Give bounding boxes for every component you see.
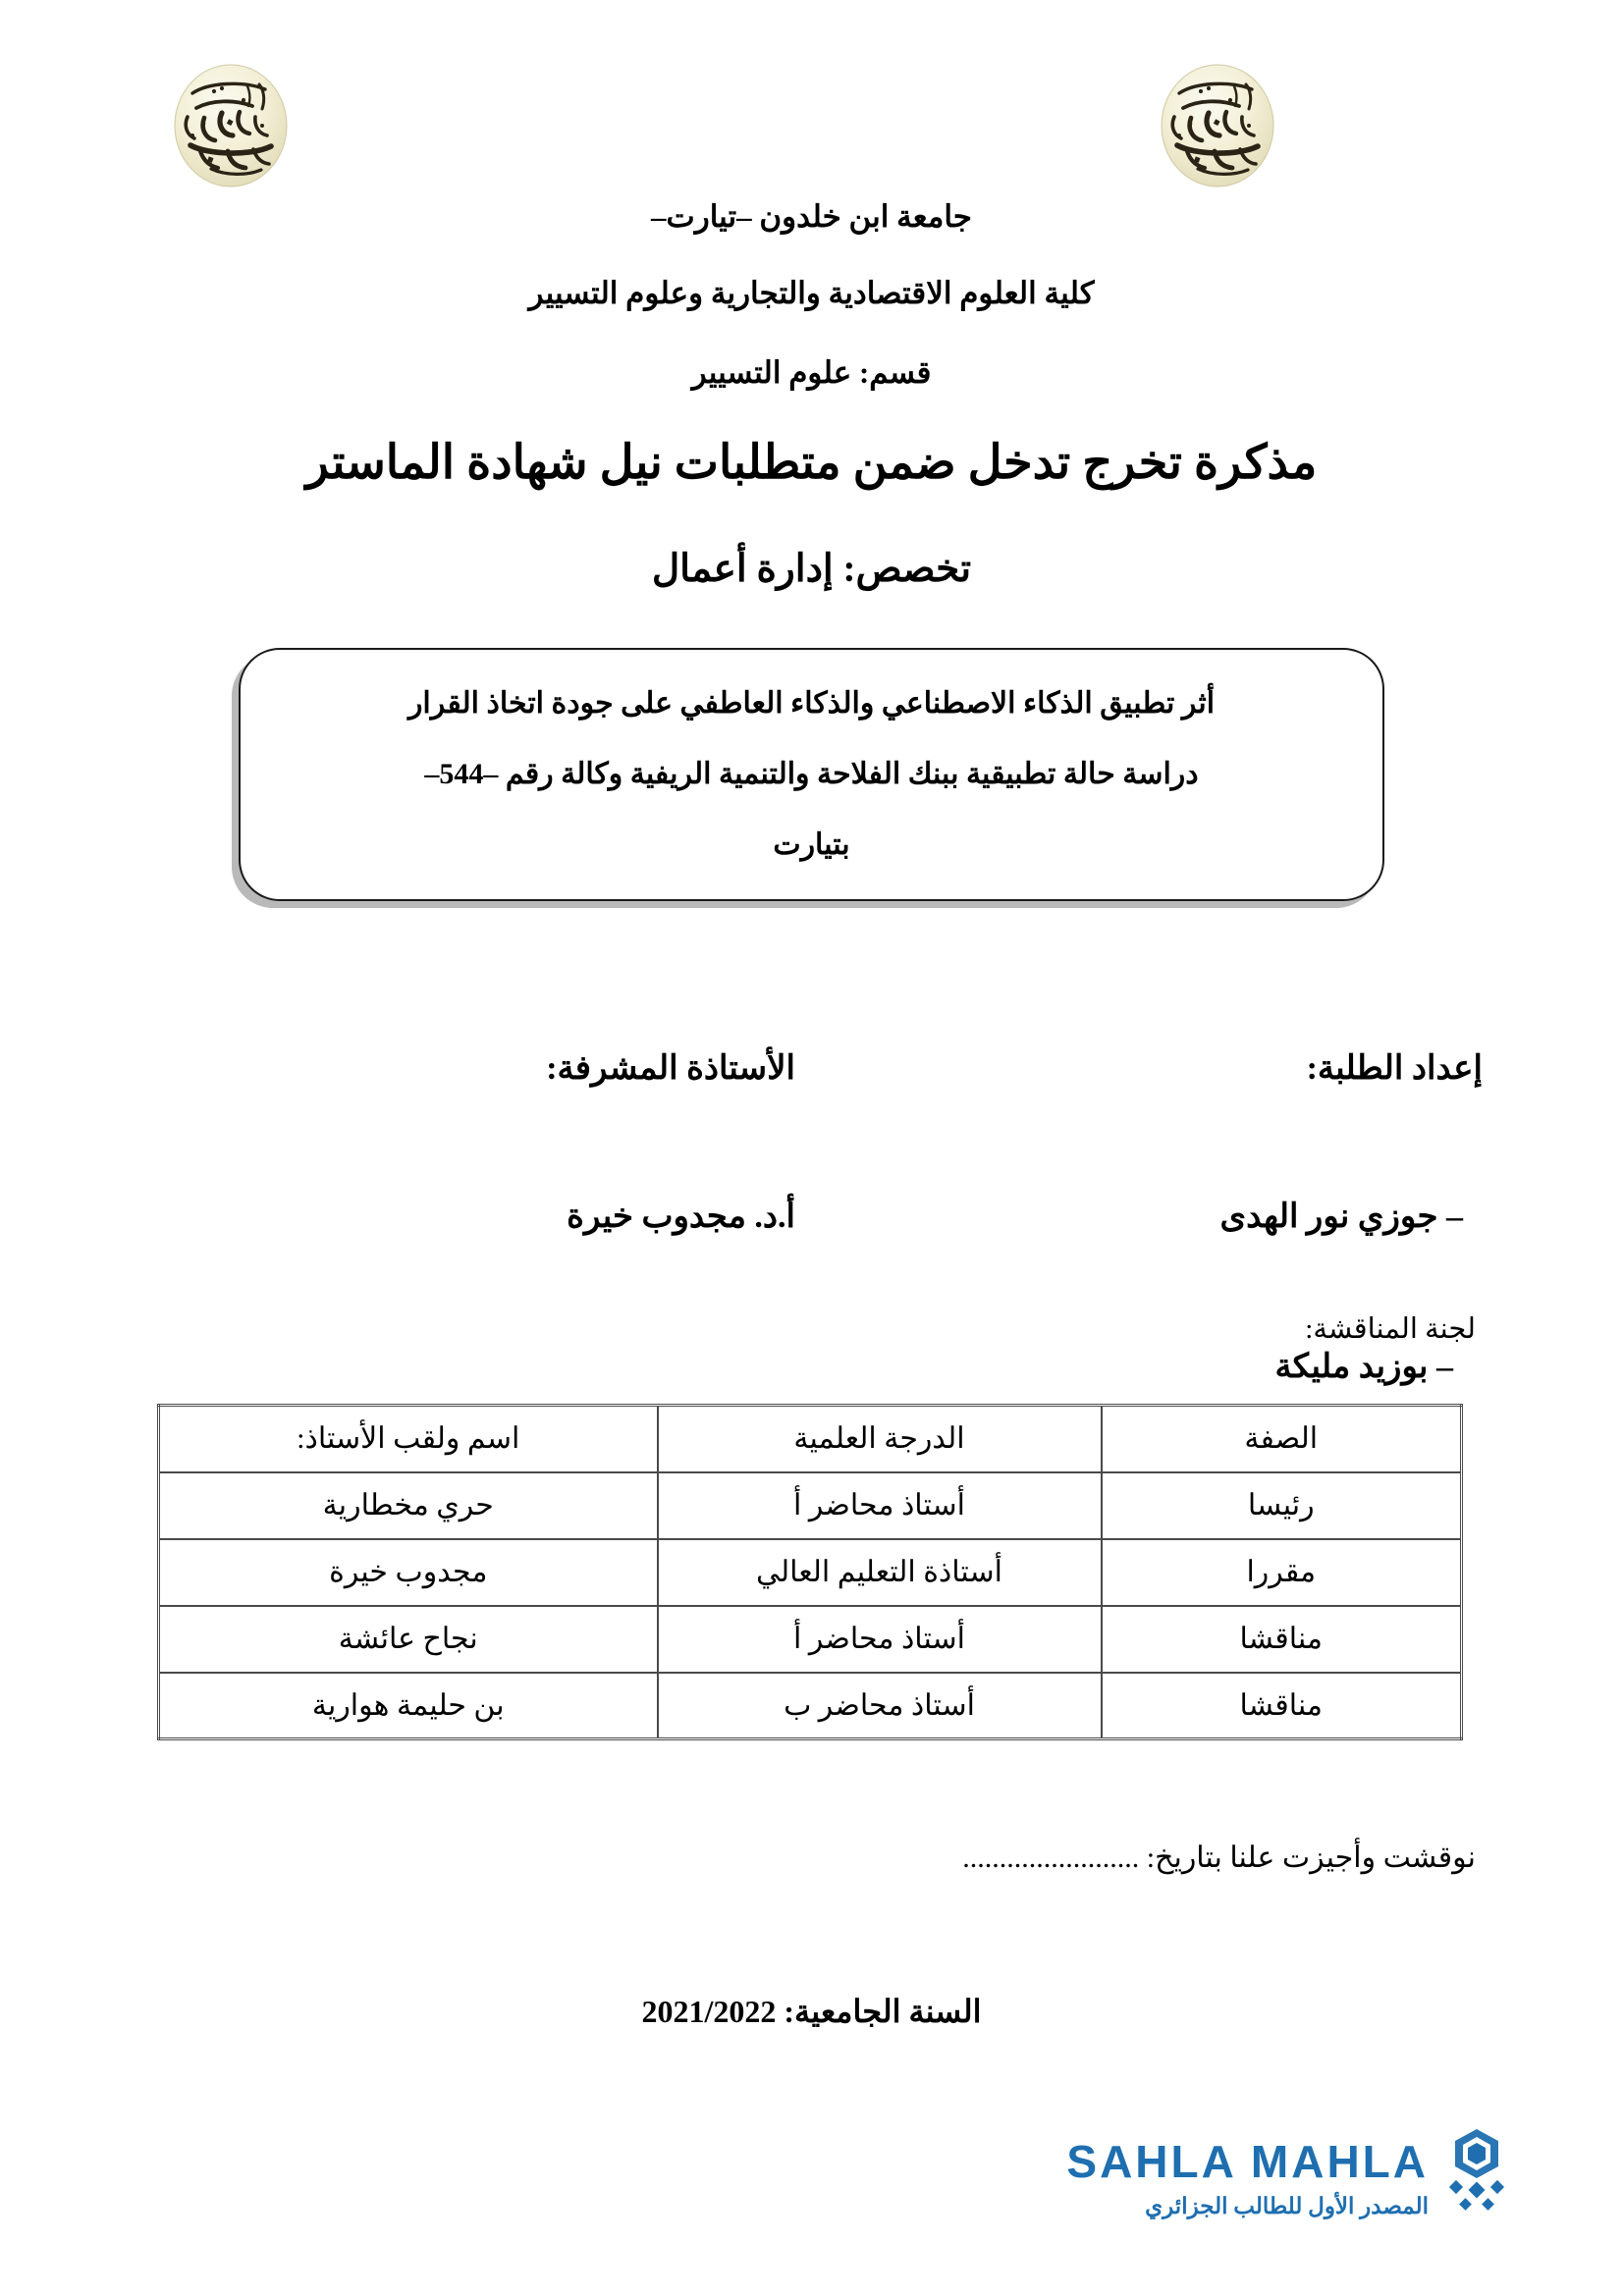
table-header-cell-2: اسم ولقب الأستاذ: (159, 1406, 658, 1472)
jury-table-container (160, 1404, 1463, 1740)
defense-date-placeholder-dots: ........................ (962, 1842, 1140, 1874)
table-cell-1: أستاذ محاضر أ (658, 1472, 1102, 1539)
table-cell-0: رئيسا (1102, 1472, 1462, 1539)
faculty-name: كلية العلوم الاقتصادية والتجارية وعلوم التسيير (528, 276, 1095, 310)
first-names-row (147, 1122, 1483, 1235)
document-type-title: مذكرة تخرج تدخل ضمن متطلبات نيل شهادة الماستر (305, 437, 1318, 489)
students-label: إعداد الطلبة: (1306, 1050, 1483, 1087)
table-row (159, 1539, 1462, 1606)
university-seal-left (157, 61, 304, 190)
thesis-title-line-2: دراسة حالة تطبيقية ببنك الفلاحة والتنمية الريفية وكالة رقم –544– (424, 758, 1199, 790)
table-cell-2: حري مخطارية (159, 1472, 658, 1539)
department-name: قسم: علوم التسيير (691, 355, 932, 390)
table-cell-0: مقررا (1102, 1539, 1462, 1606)
supervisor-name: أ.د. مجدوب خيرة (567, 1199, 795, 1235)
sahla-mahla-watermark (1066, 2125, 1512, 2248)
watermark-tagline: المصدر الأول للطالب الجزائري (1145, 2194, 1429, 2218)
table-row (159, 1472, 1462, 1539)
table-header-row (159, 1406, 1462, 1472)
table-header-cell-0: الصفة (1102, 1406, 1462, 1472)
table-header-cell-1: الدرجة العلمية (658, 1406, 1102, 1472)
academic-year: السنة الجامعية: 2021/2022 (641, 1994, 982, 2029)
table-cell-1: أستاذ محاضر ب (658, 1673, 1102, 1739)
table-cell-1: أستاذ محاضر أ (658, 1606, 1102, 1673)
table-cell-0: مناقشا (1102, 1606, 1462, 1673)
thesis-title-line-3: بتيارت (773, 828, 850, 861)
university-seal-right (1144, 61, 1291, 190)
title-box-frame (239, 648, 1384, 901)
thesis-title-box (239, 648, 1384, 901)
labels-row (147, 1048, 1483, 1122)
table-cell-2: نجاح عائشة (159, 1606, 658, 1673)
sahla-mahla-logo-icon (1441, 2127, 1512, 2214)
watermark-brand-text: SAHLA MAHLA (1066, 2136, 1429, 2187)
specialization: تخصص: إدارة أعمال (651, 548, 972, 590)
defense-date-line (962, 1841, 1476, 1875)
jury-committee-label: لجنة المناقشة: (1305, 1313, 1476, 1345)
university-name: جامعة ابن خلدون –تيارت– (651, 199, 972, 234)
defense-date-label: نوقشت وأجيزت علنا بتاريخ: (1146, 1842, 1476, 1874)
table-cell-1: أستاذة التعليم العالي (658, 1539, 1102, 1606)
supervisor-label: الأستاذة المشرفة: (546, 1050, 795, 1087)
table-row (159, 1673, 1462, 1739)
table-cell-2: مجدوب خيرة (159, 1539, 658, 1606)
table-row (159, 1606, 1462, 1673)
student-name-1: – جوزي نور الهدى (1219, 1199, 1463, 1235)
table-cell-0: مناقشا (1102, 1673, 1462, 1739)
thesis-title-line-1: أثر تطبيق الذكاء الاصطناعي والذكاء العاطفي على جودة اتخاذ القرار (407, 687, 1216, 720)
student-name-2: – بوزيد مليكة (1274, 1349, 1453, 1385)
table-cell-2: بن حليمة هوارية (159, 1673, 658, 1739)
jury-committee-table (157, 1404, 1463, 1740)
